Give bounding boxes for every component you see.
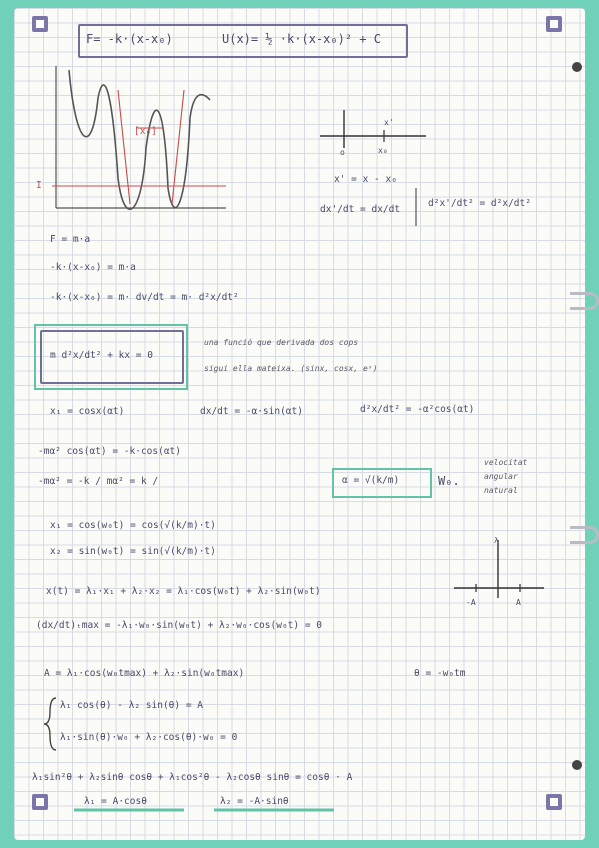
lambda2-result: λ₂ = -A·sinθ [220, 796, 289, 807]
x0-label: x₀ [378, 146, 388, 155]
omega-note-3: natural [484, 486, 518, 495]
lambda1-result: λ₁ = A·cosθ [84, 796, 147, 807]
system-equation-2: λ₁·sin(θ)·w₀ + λ₂·cos(θ)·w₀ = 0 [60, 732, 238, 743]
amplitude-minus-a-label: -A [466, 598, 476, 607]
amplitude-a-label: A [516, 598, 521, 607]
trial-x1: x₁ = cosx(αt) [50, 406, 125, 417]
binder-ring-bottom [570, 526, 599, 544]
trial-second-derivative: d²x/dt² = -α²cos(αt) [360, 404, 475, 415]
theta-definition: θ = -w₀tm [414, 668, 466, 679]
substitute-line-1: -mα² cos(αt) = -k·cos(αt) [38, 446, 181, 457]
amplitude-line: A = λ₁·cos(w₀tmax) + λ₂·sin(w₀tmax) [44, 668, 245, 679]
solution-x2: x₂ = sin(w₀t) = sin(√(k/m)·t) [50, 546, 216, 557]
origin-label: o [340, 148, 345, 157]
second-derivative-relation: d²x'/dt² = d²x/dt² [428, 198, 531, 209]
sketches [14, 8, 585, 840]
amplitude-top-label: λ [494, 536, 499, 545]
omega-symbol: W₀. [438, 474, 460, 488]
binder-ring-top [570, 292, 599, 310]
newton-line-3: -k·(x-x₀) = m· dv/dt = m· d²x/dt² [50, 292, 239, 303]
omega-note-2: angular [484, 472, 518, 481]
system-equation-1: λ₁ cos(θ) - λ₂ sin(θ) = A [60, 700, 203, 711]
ode-note-line-2: sigui ella mateixa. (sinx, cosx, eˣ) [204, 364, 378, 373]
binder-pin-bottom [572, 760, 582, 770]
substitute-line-2: -mα² = -k / mα² = k / [38, 476, 159, 487]
omega-formula: α = √(k/m) [342, 475, 400, 486]
binder-pin-top [572, 62, 582, 72]
omega-note-1: velocitat [484, 458, 528, 467]
parabola-right-line [172, 90, 184, 204]
final-combination: λ₁sin²θ + λ₂sinθ cosθ + λ₁cos²θ - λ₂cosθ sinθ = cosθ · A [32, 772, 353, 783]
newton-line-2: -k·(x-x₀) = m·a [50, 262, 136, 273]
first-derivative-relation: dx'/dt = dx/dt [320, 204, 401, 215]
ode-note-line-1: una funció que derivada dos cops [204, 338, 359, 347]
potential-curve [69, 70, 210, 209]
substitution: x' = x - x₀ [334, 174, 397, 185]
side-label: I [36, 180, 42, 191]
force-formula: F= -k·(x-x₀) [86, 32, 173, 46]
trial-first-derivative: dx/dt = -α·sin(αt) [200, 406, 303, 417]
bracket-x0-label: [x₀] [134, 126, 157, 137]
point-label: x' [384, 118, 394, 127]
system-brace [44, 698, 56, 750]
potential-formula: U(x)= ½ ·k·(x-x₀)² + C [222, 32, 381, 46]
solution-x1: x₁ = cos(w₀t) = cos(√(k/m)·t) [50, 520, 216, 531]
velocity-condition: (dx/dt)ₜmax = -λ₁·w₀·sin(w₀t) + λ₂·w₀·cos(w₀t) = 0 [36, 620, 322, 631]
newton-line-1: F = m·a [50, 234, 91, 245]
notebook-page [14, 8, 585, 840]
general-solution: x(t) = λ₁·x₁ + λ₂·x₂ = λ₁·cos(w₀t) + λ₂·sin(w₀t) [46, 586, 321, 597]
ode-equation: m d²x/dt² + kx = 0 [50, 350, 153, 361]
